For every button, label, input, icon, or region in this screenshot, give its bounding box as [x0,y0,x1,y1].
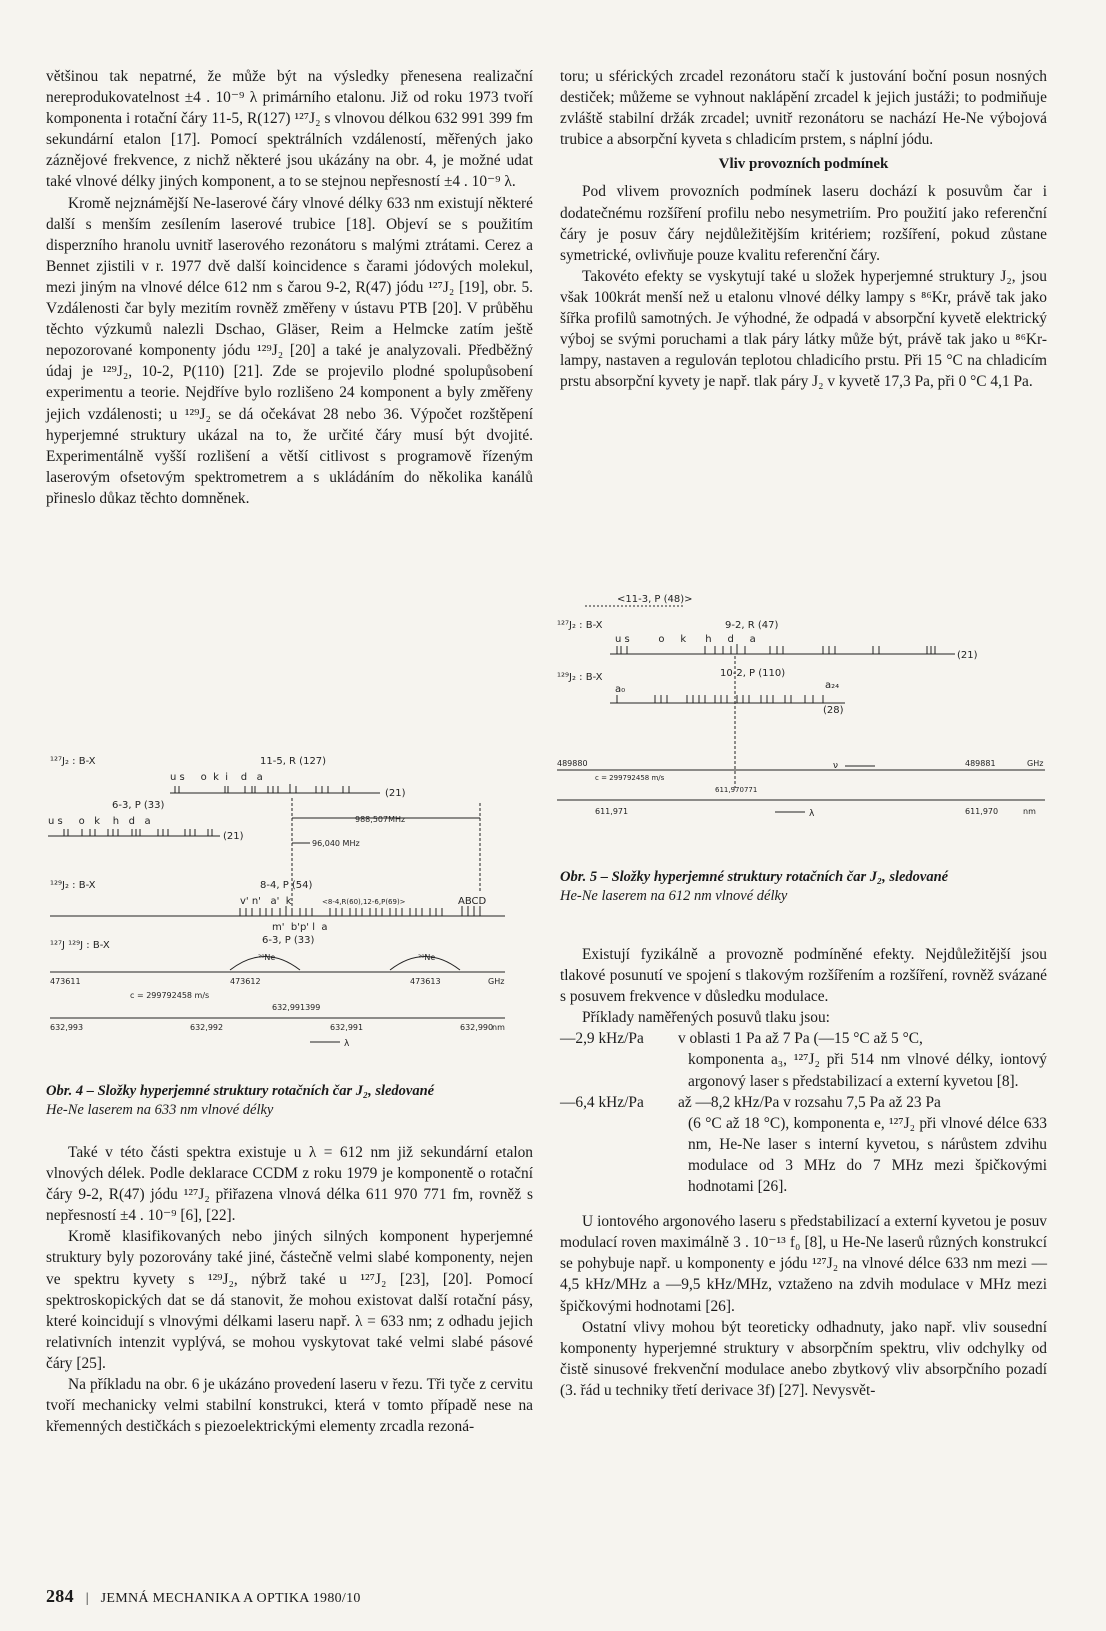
fig5-c: c = 299792458 m/s [595,774,665,782]
fig4-row3-abcd: ABCD [458,896,487,907]
figure-4-caption-line2: He-Ne laserem na 633 nm vlnové délky [46,1102,274,1118]
fig4-row2-band: 6-3, P (33) [112,800,165,811]
fig5-wl-left: 611,971 [595,807,629,816]
fig4-wl-unit: nm [492,1023,505,1032]
fig4-wl1: 632,993 [50,1023,84,1032]
fig5-row1-ref: (21) [957,650,978,661]
paragraph: U iontového argonového laseru s předstabilizací a externí kyvetou je posuv modulací roven maximálně 3 . 10⁻¹³ f₀ [8], u He-Ne laserů různých konstrukcí se pohybuje např. u komponenty e jódu ¹²⁷J₂ na vlnové délce 633 nm mezi —4,5 kHz/MHz a —9,5 kHz/MHz, vztaženo na zdvih modulace v MHz mezi špičkovými hodnotami [26]. [560,1213,1047,1315]
figure-4-diagram [40,748,540,1058]
fig5-row1-band: 9-2, R (47) [725,620,779,631]
page-footer [46,1586,361,1607]
pressure-shift-item-2 [560,1092,1047,1197]
fig4-beat1: 988,507MHz [355,815,406,824]
fig5-freq-unit: GHz [1027,759,1044,768]
fig4-row3-note: <8-4,R(60),12-6,P(69)> [322,898,406,906]
figure-4 [40,748,540,1058]
pressure-shift-cont: komponenta a₃, ¹²⁷J₂ při 514 nm vlnové délky, iontový argonový laser s předstabilizací a externí kyvetou [8]. [688,1051,1047,1090]
paragraph: většinou tak nepatrné, že může být na výsledky přenesena realizační nereprodukovatelnost ±4 . 10⁻⁹ λ primárního etalonu. Již od roku 1973 tvoří komponenta i rotační čáry 11-5, R(127) ¹²⁷J₂ s vlnovou délkou 632 991 399 fm sekundární etalon [17]. Pomocí spektrálních vzdáleností, měřených jako záznějové frekvence, z nichž některé jsou ukázány na obr. 4, je možné udat také vlnové délky jiných komponent, a to se stejnou nepřesností ±4 . 10⁻⁹ λ. [46,68,533,191]
fig5-freq-right: 489881 [965,759,996,768]
paragraph: Příklady naměřených posuvů tlaku jsou: [582,1009,830,1027]
fig4-wl4: 632,990 [460,1023,494,1032]
fig4-row4-band: 6-3, P (33) [262,935,315,946]
paragraph: Ostatní vlivy mohou být teoreticky odhadnuty, jako např. vliv sousední komponenty hyperjemné struktury v absorpčním spektru, vliv odchylky od čistě sinusové frekvenční modulace anebo zbytkový vliv absorpčního pozadí (3. řád u techniky třetí derivace 3f) [27]. Nevysvět- [560,1318,1047,1399]
fig4-row1-ref: (21) [385,788,406,799]
paragraph: Na příkladu na obr. 6 je ukázáno provedení laseru v řezu. Tři tyče z cervitu tvoří mechanicky velmi stabilní konstrukci, která v tomto případě nese na křemenných destičkách s piezoelektrickými elementy zrcadla rezoná- [46,1376,533,1436]
pressure-shift-text: v oblasti 1 Pa až 7 Pa (—15 °C až 5 °C, [678,1030,923,1048]
fig5-row1-label: ¹²⁷J₂ : B-X [557,620,603,631]
fig5-row2-a24: a₂₄ [825,680,840,691]
pressure-shift-cont: (6 °C až 18 °C), komponenta e, ¹²⁷J₂ při vlnové délce 633 nm, He-Ne laser s interní kyvetou, s nárůstem zdvihu modulace od 3 MHz do 7 MHz mezi špičkovými hodnotami [26]. [688,1114,1047,1196]
fig4-row2-letters: u s o k h d a [48,816,151,827]
figure-5-diagram [555,588,1055,858]
fig5-row2-a0: a₀ [615,684,626,695]
fig5-row2-label: ¹²⁹J₂ : B-X [557,672,603,683]
right-column-top [560,66,1047,392]
fig4-wl-center: 632,991399 [272,1003,321,1012]
figure-5-caption [560,868,1050,906]
paragraph: Takovéto efekty se vyskytují také u složek hyperjemné struktury J₂, jsou však 100krát menší než u etalonu vlnové délky lampy s ⁸⁶Kr, právě tak jako šířka profilů samotných. Je výhodné, že odpadá v absorpční kyvetě elektrický výboj se svými poruchami a tlak páry látky může být, právě tak jako u ⁸⁶Kr-lampy, nastaven a regulován teplotou chladicího prstu. Při 15 °C na chladicím prstu absorpční kyvety je např. tlak páry J₂ v kyvetě 17,3 Pa, při 0 °C 4,1 Pa. [560,267,1047,391]
figure-5-caption-line1: Obr. 5 – Složky hyperjemné struktury rotačních čar J₂, sledované [560,869,949,885]
fig4-row1-label: ¹²⁷J₂ : B-X [50,756,96,767]
fig4-wl3: 632,991 [330,1023,364,1032]
fig4-row2-ref: (21) [223,831,244,842]
pressure-shift-item-1 [560,1028,1047,1091]
fig4-row3-letters: v' n' a' k [240,896,292,907]
fig4-beat2: 96,040 MHz [312,839,360,848]
fig5-wl-center: 611,970771 [715,786,758,794]
fig5-row2-band: 10-2, P (110) [720,668,786,679]
fig5-row2-ticks [617,695,823,703]
fig4-axis-left: 473611 [50,977,81,986]
fig5-top-note: <11-3, P (48)> [617,594,693,605]
paragraph: Existují fyzikálně a provozně podmíněné efekty. Nejdůležitější jsou tlakové posunutí ve spojení s tlakovým rozšířením a rozšíření, rovněž svázané s posuvem frekvence v důsledku modulace. [560,946,1047,1006]
section-heading: Vliv provozních podmínek [718,156,889,173]
paragraph: Také v této části spektra existuje u λ = 612 nm již sekundární etalon vlnových délek. Podle deklarace CCDM z roku 1979 je komponentě o rotační čáry 9-2, R(47) jódu ¹²⁷J₂ přiřazena vlnová délka 611 970 771 fm, rovněž s nepřesností ±4 . 10⁻⁹ [6], [22]. [46,1144,533,1225]
fig4-axis-mid2: 473613 [410,977,441,986]
pressure-shift-label: —2,9 kHz/Pa [560,1030,644,1048]
fig4-row3-ticks [240,906,480,916]
fig4-wl2: 632,992 [190,1023,224,1032]
fig5-row1-letters: u s o k h d a [615,634,756,645]
left-column-top [46,66,533,509]
fig4-row1-ticks [175,784,349,793]
figure-5 [555,588,1055,858]
fig4-row1-letters: u s o k i d a [170,772,263,783]
paragraph: Kromě klasifikovaných nebo jiných silných komponent hyperjemné struktury byly pozorovány také jiné, částečně velmi slabé komponenty, nejen ve spektru kyvety s ¹²⁹J₂, nýbrž také u ¹²⁷J₂ [23], [20]. Pomocí spektroskopických dat se dá stanovit, že mohou existovat další rotační pásy, které koincidují s vlnovými délkami laseru např. λ = 633 nm; z odhadu jejich relativních intenzit vyplývá, se mohou vyskytovat také velmi slabé pásové čáry [25]. [46,1228,533,1372]
pressure-shift-label: —6,4 kHz/Pa [560,1093,644,1111]
fig4-row3-band: 8-4, P (54) [260,880,313,891]
fig5-row1-ticks [617,644,935,654]
figure-5-caption-line2: He-Ne laserem na 612 nm vlnové délky [560,888,788,904]
paragraph: Kromě nejznámější Ne-laserové čáry vlnové délky 633 nm existují některé další s menším zesílením laserové trubice [18]. Objeví se s použitím disperzního hranolu uvnitř laserového rezonátoru s malými ztrátami. Cerez a Bennet zjistili v r. 1977 dvě další koincidence s čarami jódových molekul, mezi jiným na vlnové délce 612 nm s čarou 9-2, R(47) jódu ¹²⁷J₂ [19], obr. 5. Vzdálenosti čar byly mezitím rovněž změřeny v ústavu PTB [20]. V průběhu těchto výzkumů nalezli Dschao, Gläser, Reim a Helmcke zatím ještě nepozorované komponenty jódu ¹²⁹J₂ [20] a také je analyzovali. Předběžný údaj je ¹²⁹J₂, 10-2, P(110) [21]. Zde se projevilo plodné spolupůsobení experimentu a teorie. Nejdříve bylo rozlišeno 24 komponent a byly změřeny jejich vzdálenosti; u ¹²⁹J₂ se dá očekávat 28 nebo 36. Výpočet rozštěpení hyperjemné struktury ukázal na to, že určité čáry musí být dvojité. Experimentálně vyšší rozlišení a větší citlivost s programově řízeným laserovým ofsetovým spektrometrem a s ukládáním do několika kanálů přineslo důkaz těchto domněnek. [46,194,533,507]
fig4-row3-label: ¹²⁹J₂ : B-X [50,880,96,891]
fig4-axis-mid1: 473612 [230,977,261,986]
left-column-bottom [46,1142,533,1437]
fig4-row2-ticks [64,829,212,836]
fig5-lambda: λ [809,809,815,819]
footer-separator: | [85,1591,89,1606]
fig4-row3-m: m' b'p' l a [272,922,328,933]
fig5-freq-left: 489880 [557,759,588,768]
paragraph: Pod vlivem provozních podmínek laseru dochází k posuvům čar i dodatečnému rozšíření profilu nebo nesymetriím. Pro použití jako referenční čáry je posuv čáry nejdůležitějším kritériem; rozšíření, pokud zůstane symetrické, ovlivňuje pouze kvalitu referenční čáry. [560,183,1047,264]
figure-4-caption [46,1082,536,1120]
fig5-nu: ν [833,761,839,771]
fig4-c: c = 299792458 m/s [130,991,210,1000]
pressure-shift-text: až —8,2 kHz/Pa v rozsahu 7,5 Pa až 23 Pa [678,1093,941,1111]
fig4-axis-unit: GHz [488,977,505,986]
figure-4-caption-line1: Obr. 4 – Složky hyperjemné struktury rotačních čar J₂, sledované [46,1083,435,1099]
fig4-row4-label: ¹²⁷J ¹²⁹J : B-X [50,940,110,951]
fig4-row1-band: 11-5, R (127) [260,756,327,767]
page-number: 284 [46,1586,74,1606]
fig4-lambda: λ [344,1039,350,1049]
fig4-ne-label: ²⁰Ne [258,953,276,962]
fig5-wl-unit: nm [1023,807,1036,816]
journal-name: JEMNÁ MECHANIKA A OPTIKA 1980/10 [100,1591,361,1606]
fig4-ne-label: ²⁰Ne [418,953,436,962]
right-column-bottom [560,944,1047,1401]
paragraph: toru; u sférických zrcadel rezonátoru stačí k justování boční posun nosných destiček; můžeme se vyhnout naklápění zrcadel k jejich justáži; to podmiňuje zvláště stabilní držák zrcadel; uvnitř rezonátoru se nachází He-Ne výbojová trubice a absorpční kyveta s chladicím prstem, s náplní jódu. [560,68,1047,149]
fig5-wl-right: 611,970 [965,807,999,816]
fig5-row2-ref: (28) [823,705,844,716]
